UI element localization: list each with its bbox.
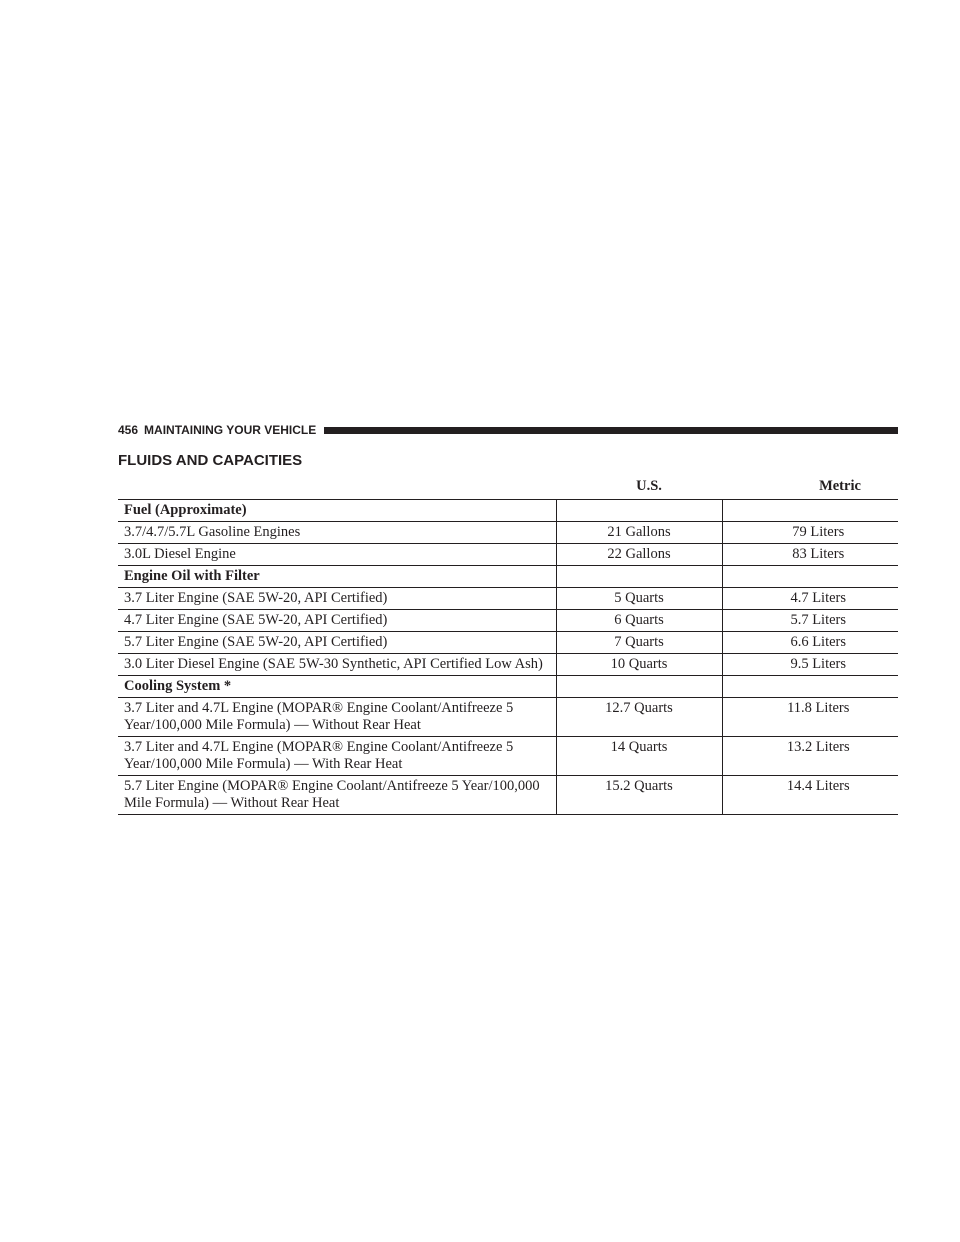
row-description: 3.7/4.7/5.7L Gasoline Engines — [118, 522, 556, 544]
table-row — [118, 632, 898, 654]
table-row — [118, 737, 898, 776]
row-description: 5.7 Liter Engine (MOPAR® Engine Coolant/Antifreeze 5 Year/100,000 Mile Formula) — Without Rear Heat — [118, 776, 556, 815]
row-us-value — [556, 500, 722, 522]
row-metric-value — [722, 566, 898, 588]
row-metric-value — [722, 500, 898, 522]
column-header-metric: Metric — [722, 476, 898, 500]
row-description: Cooling System * — [118, 676, 556, 698]
table-header-row — [118, 476, 898, 500]
row-description: 3.7 Liter and 4.7L Engine (MOPAR® Engine Coolant/Antifreeze 5 Year/100,000 Mile Formula) — Without Rear Heat — [118, 698, 556, 737]
row-description: 3.7 Liter and 4.7L Engine (MOPAR® Engine Coolant/Antifreeze 5 Year/100,000 Mile Formula) — With Rear Heat — [118, 737, 556, 776]
row-us-value: 21 Gallons — [556, 522, 722, 544]
row-us-value: 5 Quarts — [556, 588, 722, 610]
capacities-table — [118, 476, 898, 815]
table-row — [118, 654, 898, 676]
row-us-value: 10 Quarts — [556, 654, 722, 676]
table-row — [118, 610, 898, 632]
row-us-value: 7 Quarts — [556, 632, 722, 654]
row-metric-value: 79 Liters — [722, 522, 898, 544]
table-row — [118, 676, 898, 698]
row-metric-value: 5.7 Liters — [722, 610, 898, 632]
row-us-value: 22 Gallons — [556, 544, 722, 566]
row-metric-value: 4.7 Liters — [722, 588, 898, 610]
row-description: 3.7 Liter Engine (SAE 5W-20, API Certified) — [118, 588, 556, 610]
header-rule — [324, 427, 898, 434]
row-us-value: 15.2 Quarts — [556, 776, 722, 815]
section-title: FLUIDS AND CAPACITIES — [118, 452, 303, 469]
row-us-value: 12.7 Quarts — [556, 698, 722, 737]
row-us-value: 14 Quarts — [556, 737, 722, 776]
table-row — [118, 522, 898, 544]
table-row — [118, 776, 898, 815]
column-header-description — [118, 476, 556, 500]
section-name: MAINTAINING YOUR VEHICLE — [144, 423, 317, 437]
row-description: Fuel (Approximate) — [118, 500, 556, 522]
row-description: 5.7 Liter Engine (SAE 5W-20, API Certified) — [118, 632, 556, 654]
row-us-value: 6 Quarts — [556, 610, 722, 632]
row-description: Engine Oil with Filter — [118, 566, 556, 588]
table-row — [118, 544, 898, 566]
row-metric-value: 11.8 Liters — [722, 698, 898, 737]
table-row — [118, 500, 898, 522]
page-number: 456 — [118, 423, 139, 437]
row-description: 3.0 Liter Diesel Engine (SAE 5W-30 Synthetic, API Certified Low Ash) — [118, 654, 556, 676]
row-metric-value: 13.2 Liters — [722, 737, 898, 776]
row-metric-value: 14.4 Liters — [722, 776, 898, 815]
row-metric-value — [722, 676, 898, 698]
row-us-value — [556, 566, 722, 588]
column-header-us: U.S. — [556, 476, 722, 500]
table-row — [118, 698, 898, 737]
row-metric-value: 83 Liters — [722, 544, 898, 566]
row-description: 4.7 Liter Engine (SAE 5W-20, API Certified) — [118, 610, 556, 632]
table-row — [118, 588, 898, 610]
table-row — [118, 566, 898, 588]
page-header — [118, 422, 898, 438]
row-us-value — [556, 676, 722, 698]
row-description: 3.0L Diesel Engine — [118, 544, 556, 566]
row-metric-value: 9.5 Liters — [722, 654, 898, 676]
row-metric-value: 6.6 Liters — [722, 632, 898, 654]
